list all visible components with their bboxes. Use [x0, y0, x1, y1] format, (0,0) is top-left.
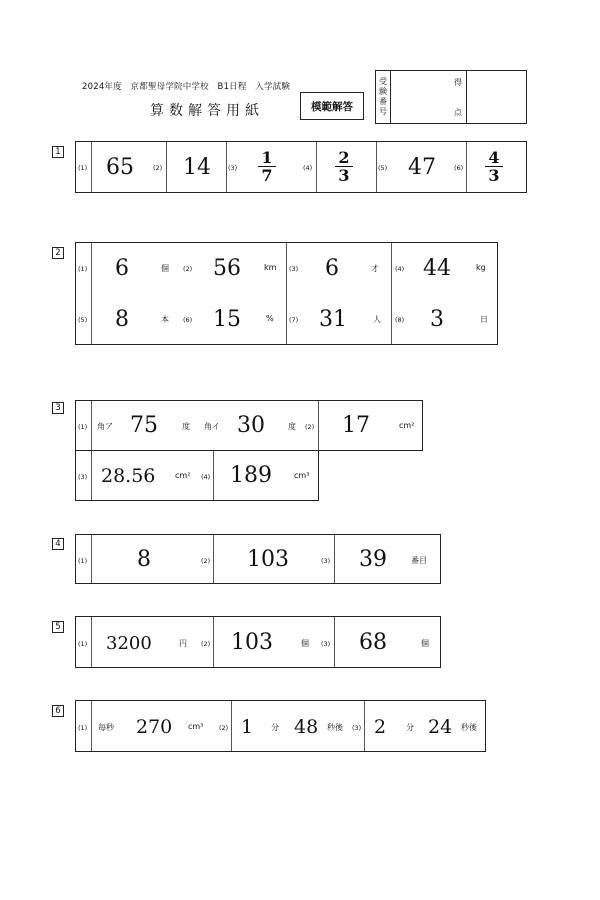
page-title: 算数解答用紙	[150, 103, 264, 119]
q3-angle-a-label: 角ア	[97, 422, 113, 431]
q2-label-1: (1)	[78, 265, 88, 273]
q2-unit-5: 本	[161, 315, 169, 324]
school-exam-line: 2024年度 京都聖母学院中学校 B1日程 入学試験	[82, 82, 291, 92]
fraction-denominator: 3	[338, 166, 350, 185]
question-number: 6	[52, 705, 64, 717]
q2-answer-grid	[75, 242, 498, 345]
q1-label-3: (3)	[228, 164, 238, 172]
q6-label-3: (3)	[352, 724, 362, 732]
q1-answer-3	[258, 150, 276, 183]
question-number: 5	[52, 621, 64, 633]
question-number: 3	[52, 402, 64, 414]
q2-answer-8: 3	[430, 307, 444, 332]
q3-angle-i-label: 角イ	[204, 422, 220, 431]
q6-a1-label: 毎秒	[98, 723, 114, 732]
q6-a3-seconds: 24	[428, 716, 453, 738]
q2-label-2: (2)	[183, 265, 193, 273]
score-divider	[466, 71, 467, 123]
q5-unit-2: 個	[301, 639, 309, 648]
q1-label-5: (5)	[378, 164, 388, 172]
q6-a2-min-unit: 分	[271, 723, 279, 732]
q5-label-3: (3)	[321, 640, 331, 648]
fraction-numerator: 2	[338, 148, 350, 167]
q1-answer-5: 47	[408, 155, 436, 180]
q3-label-2: (2)	[305, 423, 315, 431]
q5-answer-2: 103	[231, 630, 273, 655]
q2-answer-4: 44	[423, 256, 451, 281]
q5-unit-3: 個	[421, 639, 429, 648]
q2-label-6: (6)	[183, 316, 193, 324]
fraction-numerator: 1	[261, 148, 273, 167]
q6-a3-minutes: 2	[374, 716, 387, 738]
exam-number-char: 験	[379, 87, 387, 96]
q2-label-8: (8)	[395, 316, 405, 324]
q6-a1-unit: cm³	[188, 722, 204, 731]
q5-unit-1: 円	[179, 639, 187, 648]
question-number: 1	[52, 146, 64, 158]
q5-label-1: (1)	[78, 640, 88, 648]
exam-number-char: 受	[379, 77, 387, 86]
q4-answer-row	[75, 534, 441, 584]
score-label-bottom: 点	[454, 108, 462, 117]
q3-unit-3: cm²	[175, 471, 191, 480]
exam-number-char: 番	[379, 97, 387, 106]
q4-answer-2: 103	[247, 547, 289, 572]
q2-unit-7: 人	[373, 315, 381, 324]
q1-label-6: (6)	[454, 164, 464, 172]
q1-label-4: (4)	[303, 164, 313, 172]
q2-label-7: (7)	[289, 316, 299, 324]
q2-answer-2: 56	[213, 256, 241, 281]
q6-answer-1: 270	[136, 716, 173, 738]
fraction-denominator: 3	[488, 166, 500, 185]
q2-answer-5: 8	[115, 307, 129, 332]
q6-a3-sec-unit: 秒後	[461, 723, 477, 732]
fraction-numerator: 4	[488, 148, 500, 167]
q2-label-3: (3)	[289, 265, 299, 273]
q2-unit-3: 才	[371, 264, 379, 273]
q3-label-4: (4)	[201, 473, 211, 481]
q3-label-3: (3)	[78, 473, 88, 481]
q6-a2-sec-unit: 秒後	[327, 723, 343, 732]
q2-unit-6: %	[266, 314, 274, 323]
q2-label-5: (5)	[78, 316, 88, 324]
q4-label-2: (2)	[201, 557, 211, 565]
q4-unit-3: 番目	[411, 556, 427, 565]
q3-angle-i-value: 30	[237, 413, 265, 438]
question-number: 4	[52, 538, 64, 550]
q2-unit-1: 個	[161, 264, 169, 273]
q3-row-2	[75, 450, 319, 501]
q6-answer-row	[75, 700, 486, 752]
q3-angle-a-value: 75	[130, 413, 158, 438]
score-box	[375, 70, 527, 124]
q4-answer-1: 8	[137, 547, 151, 572]
exam-number-char: 号	[379, 107, 387, 116]
q2-label-4: (4)	[395, 265, 405, 273]
q3-row-1	[75, 400, 423, 451]
q3-label-1: (1)	[78, 423, 88, 431]
q2-answer-6: 15	[213, 307, 241, 332]
q3-answer-2: 17	[342, 413, 370, 438]
q2-answer-7: 31	[319, 307, 347, 332]
question-number: 2	[52, 247, 64, 259]
model-answer-label: 模範解答	[300, 92, 364, 120]
q1-label-1: (1)	[78, 164, 88, 172]
q3-answer-3: 28.56	[101, 465, 156, 487]
q1-answer-4	[335, 150, 353, 183]
q3-unit-4: cm³	[294, 471, 310, 480]
exam-number-label	[376, 71, 391, 123]
q1-label-2: (2)	[153, 164, 163, 172]
q2-unit-2: km	[264, 263, 277, 272]
q2-answer-3: 6	[325, 256, 339, 281]
q5-label-2: (2)	[201, 640, 211, 648]
q3-answer-4: 189	[230, 463, 272, 488]
q2-unit-8: 日	[480, 315, 488, 324]
q1-answer-6	[485, 150, 503, 183]
q1-answer-1: 65	[106, 155, 134, 180]
q2-unit-4: kg	[476, 263, 486, 272]
q6-a2-seconds: 48	[294, 716, 319, 738]
score-label-top: 得	[454, 78, 462, 87]
q6-a3-min-unit: 分	[406, 723, 414, 732]
q5-answer-row	[75, 616, 441, 668]
q3-angle-i-unit: 度	[288, 422, 296, 431]
q4-label-3: (3)	[321, 557, 331, 565]
q5-answer-3: 68	[359, 630, 387, 655]
q1-answer-row	[75, 141, 527, 193]
q5-answer-1: 3200	[106, 633, 152, 654]
q3-angle-a-unit: 度	[182, 422, 190, 431]
q4-label-1: (1)	[78, 557, 88, 565]
q6-label-1: (1)	[78, 724, 88, 732]
q1-answer-2: 14	[183, 155, 211, 180]
q3-unit-2: cm²	[399, 421, 415, 430]
q6-a2-minutes: 1	[241, 716, 254, 738]
q6-label-2: (2)	[219, 724, 229, 732]
q2-answer-1: 6	[115, 256, 129, 281]
fraction-denominator: 7	[261, 166, 273, 185]
q4-answer-3: 39	[359, 547, 387, 572]
